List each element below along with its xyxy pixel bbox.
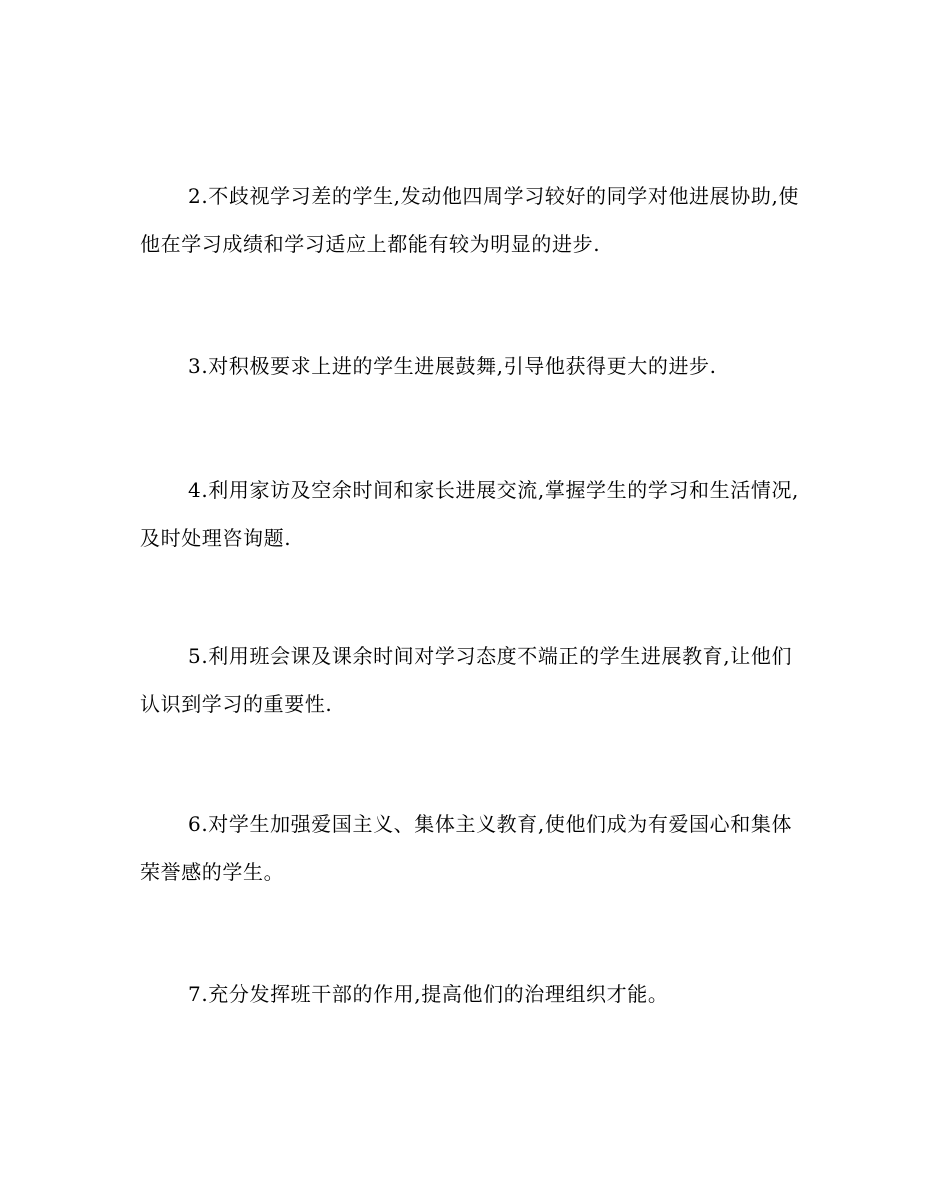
paragraph-item-2: 2.不歧视学习差的学生,发动他四周学习较好的同学对他进展协助,使他在学习成绩和学习适应上都能有较为明显的进步. [140,184,799,256]
paragraph-item-5: 5.利用班会课及课余时间对学习态度不端正的学生进展教育,让他们认识到学习的重要性. [140,644,793,716]
paragraph-item-7: 7.充分发挥班干部的作用,提高他们的治理组织才能。 [188,982,669,1006]
paragraph-item-4: 4.利用家访及空余时间和家长进展交流,掌握学生的学习和生活情况,及时处理咨询题. [140,478,799,550]
paragraph-item-3: 3.对积极要求上进的学生进展鼓舞,引导他获得更大的进步. [188,354,717,378]
paragraph-item-6: 6.对学生加强爱国主义、集体主义教育,使他们成为有爱国心和集体荣誉感的学生。 [140,812,793,884]
